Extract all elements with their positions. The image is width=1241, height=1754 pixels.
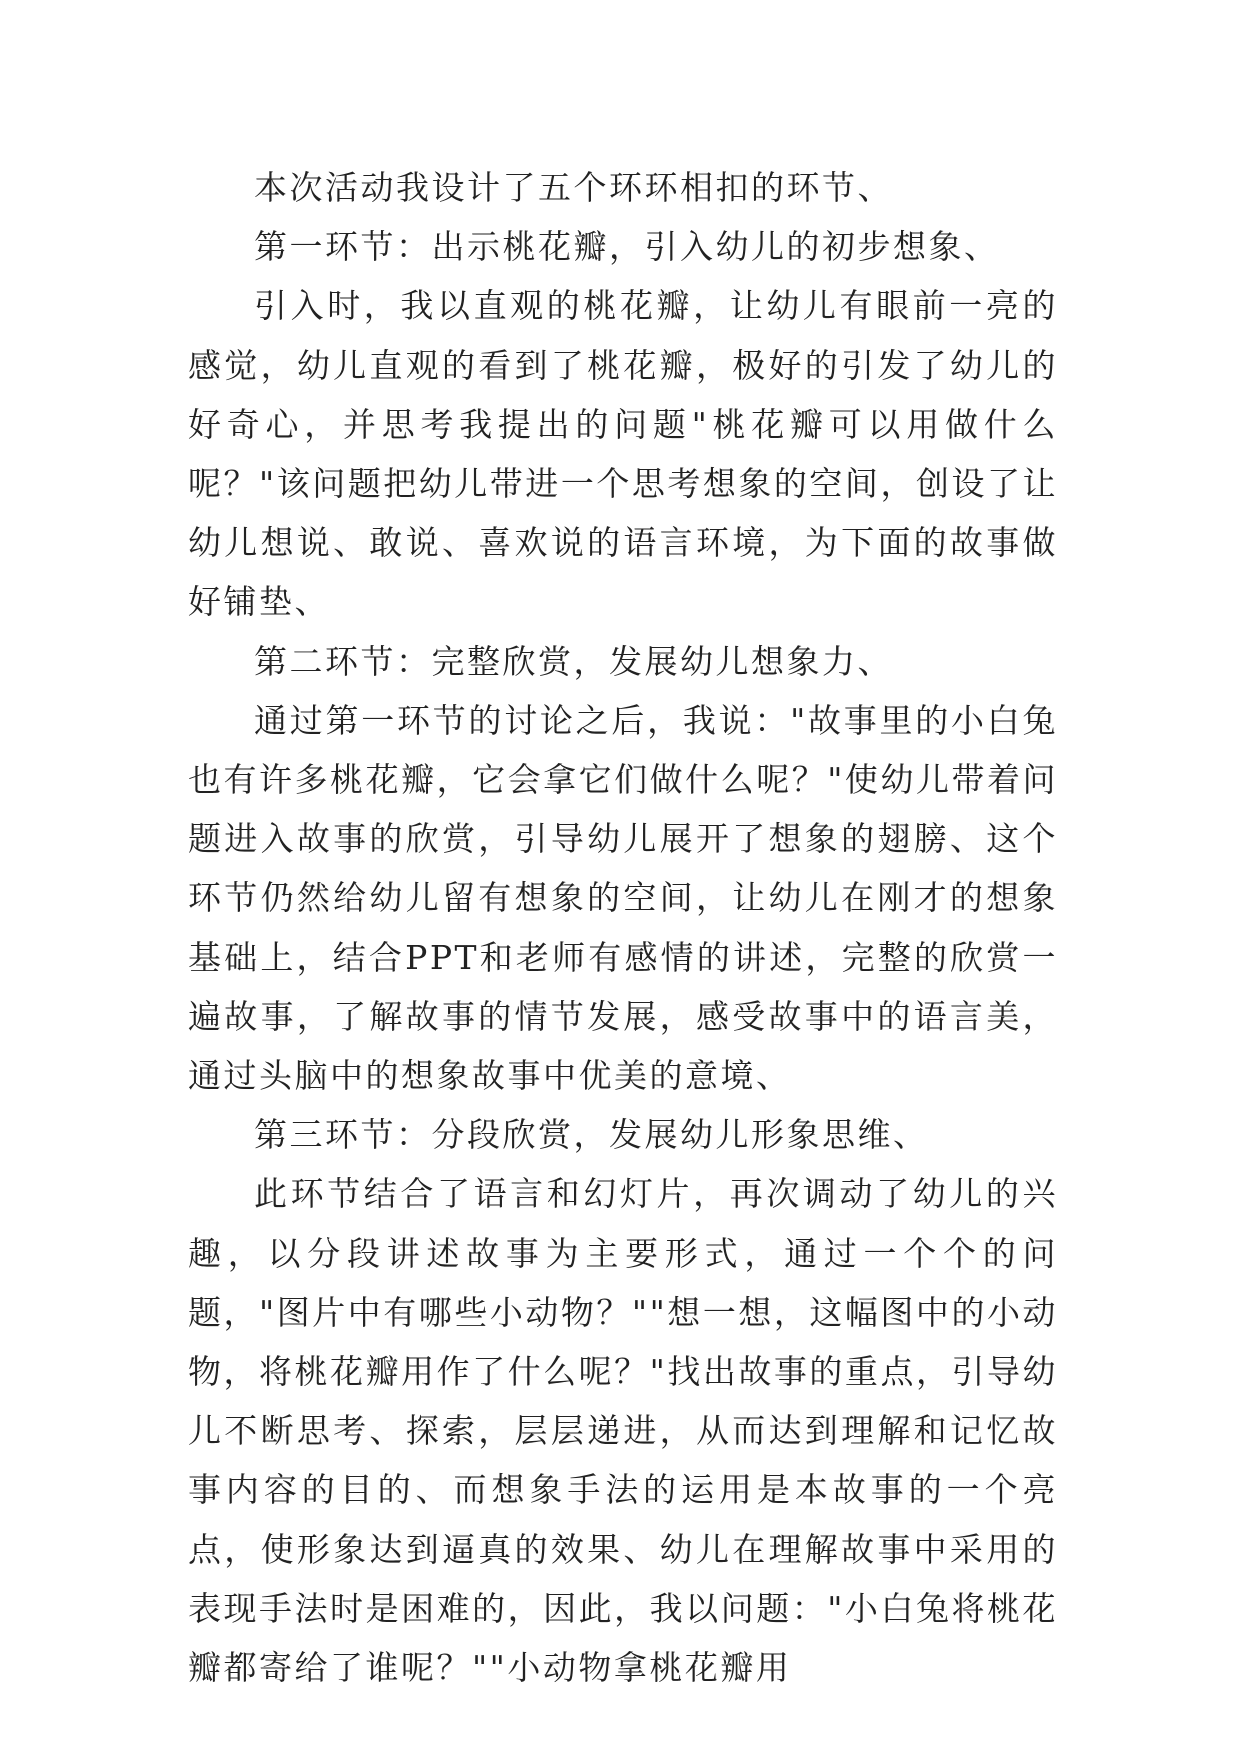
- paragraph-section-2-body: 通过第一环节的讨论之后，我说："故事里的小白兔也有许多桃花瓣，它会拿它们做什么呢？"使幼儿带着问题进入故事的欣赏，引导幼儿展开了想象的翅膀、这个环节仍然给幼儿留有想象的空间，让幼儿在刚才的想象基础上，结合PPT和老师有感情的讲述，完整的欣赏一遍故事，了解故事的情节发展，感受故事中的语言美，通过头脑中的想象故事中优美的意境、: [188, 700, 1058, 1096]
- paragraph-section-3-body: 此环节结合了语言和幻灯片，再次调动了幼儿的兴趣，以分段讲述故事为主要形式，通过一个个的问题，"图片中有哪些小动物？""想一想，这幅图中的小动物，将桃花瓣用作了什么呢？"找出故事的重点，引导幼儿不断思考、探索，层层递进，从而达到理解和记忆故事内容的目的、而想象手法的运用是本故事的一个亮点，使形象达到逼真的效果、幼儿在理解故事中采用的表现手法时是困难的，因此，我以问题："小白兔将桃花瓣都寄给了谁呢？""小动物拿桃花瓣用: [188, 1174, 1058, 1688]
- paragraph-section-1-heading: 第一环节：出示桃花瓣，引入幼儿的初步想象、: [254, 227, 1000, 267]
- document-body: [188, 158, 1058, 1697]
- paragraph-section-3-heading: 第三环节：分段欣赏，发展幼儿形象思维、: [254, 1115, 929, 1155]
- paragraph-section-2-heading: 第二环节：完整欣赏，发展幼儿想象力、: [254, 641, 893, 681]
- paragraph-section-1-body: 引入时，我以直观的桃花瓣，让幼儿有眼前一亮的感觉，幼儿直观的看到了桃花瓣，极好的引发了幼儿的好奇心，并思考我提出的问题"桃花瓣可以用做什么呢？"该问题把幼儿带进一个思考想象的空间，创设了让幼儿想说、敢说、喜欢说的语言环境，为下面的故事做好铺垫、: [188, 286, 1058, 622]
- paragraph-intro: 本次活动我设计了五个环环相扣的环节、: [254, 168, 893, 207]
